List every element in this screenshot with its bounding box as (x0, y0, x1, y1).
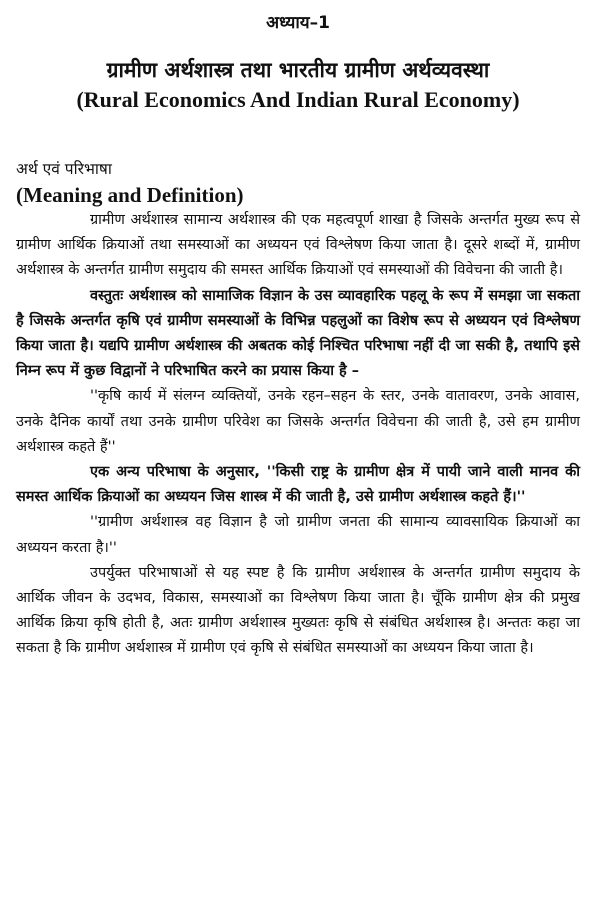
chapter-title-hindi: ग्रामीण अर्थशास्त्र तथा भारतीय ग्रामीण अर्थव्यवस्था (106, 58, 490, 82)
definition-quote-2: एक अन्य परिभाषा के अनुसार, ''किसी राष्ट्र के ग्रामीण क्षेत्र में पायी जाने वाली मानव की समस्त आर्थिक क्रियाओं का अध्ययन जिस शास्त्र में की जाती है, उसे ग्रामीण अर्थशास्त्र कहते हैं।'' (16, 464, 580, 506)
paragraph-intro: ग्रामीण अर्थशास्त्र सामान्य अर्थशास्त्र की एक महत्वपूर्ण शाखा है जिसके अन्तर्गत मुख्य रूप से ग्रामीण आर्थिक क्रियाओं तथा समस्याओं का अध्ययन एवं विश्लेषण किया जाता है। दूसरे शब्दों में, ग्रामीण अर्थशास्त्र के अन्तर्गत ग्रामीण समुदाय की समस्त आर्थिक क्रियाओं एवं समस्याओं की विवेचना की जाती है। (16, 212, 580, 279)
definition-quote-1: ''कृषि कार्य में संलग्न व्यक्तियों, उनके रहन–सहन के स्तर, उनके वातावरण, उनके आवास, उनके दैनिक कार्यों तथा उनके ग्रामीण परिवेश का जिसके अन्तर्गत विवेचना की जाती है, उसे हम ग्रामीण अर्थशास्त्र कहते हैं'' (16, 388, 580, 455)
chapter-title-english: (Rural Economics And Indian Rural Economy) (76, 87, 520, 112)
definition-quote-3: ''ग्रामीण अर्थशास्त्र वह विज्ञान है जो ग्रामीण जनता की सामान्य व्यावसायिक क्रियाओं का अध्ययन करता है।'' (16, 514, 580, 556)
section-heading-english: (Meaning and Definition) (16, 183, 244, 207)
paragraph-applied-aspect: वस्तुतः अर्थशास्त्र को सामाजिक विज्ञान के उस व्यावहारिक पहलू के रूप में समझा जा सकता है जिसके अन्तर्गत कृषि एवं ग्रामीण समस्याओं के विभिन्न पहलुओं का विशेष रूप से अध्ययन एवं विश्लेषण किया जाता है। यद्यपि ग्रामीण अर्थशास्त्र की अबतक कोई निश्चित परिभाषा नहीं दी जा सकी है, तथापि इसे निम्न रूप में कुछ विद्वानों ने परिभाषित करने का प्रयास किया है – (16, 287, 580, 380)
section-heading-hindi: अर्थ एवं परिभाषा (16, 160, 112, 178)
chapter-label: अध्याय–1 (266, 13, 330, 33)
paragraph-conclusion: उपर्युक्त परिभाषाओं से यह स्पष्ट है कि ग्रामीण अर्थशास्त्र के अन्तर्गत ग्रामीण समुदाय के आर्थिक जीवन के उदभव, विकास, समस्याओं का विश्लेषण किया जाता है। चूँकि ग्रामीण क्षेत्र की प्रमुख आर्थिक क्रिया कृषि होती है, अतः ग्रामीण अर्थशास्त्र मुख्यतः कृषि से संबंधित अर्थशास्त्र है। अन्ततः कहा जा सकता है कि ग्रामीण अर्थशास्त्र में ग्रामीण एवं कृषि से संबंधित समस्याओं का अध्ययन किया जाता है। (16, 564, 580, 657)
